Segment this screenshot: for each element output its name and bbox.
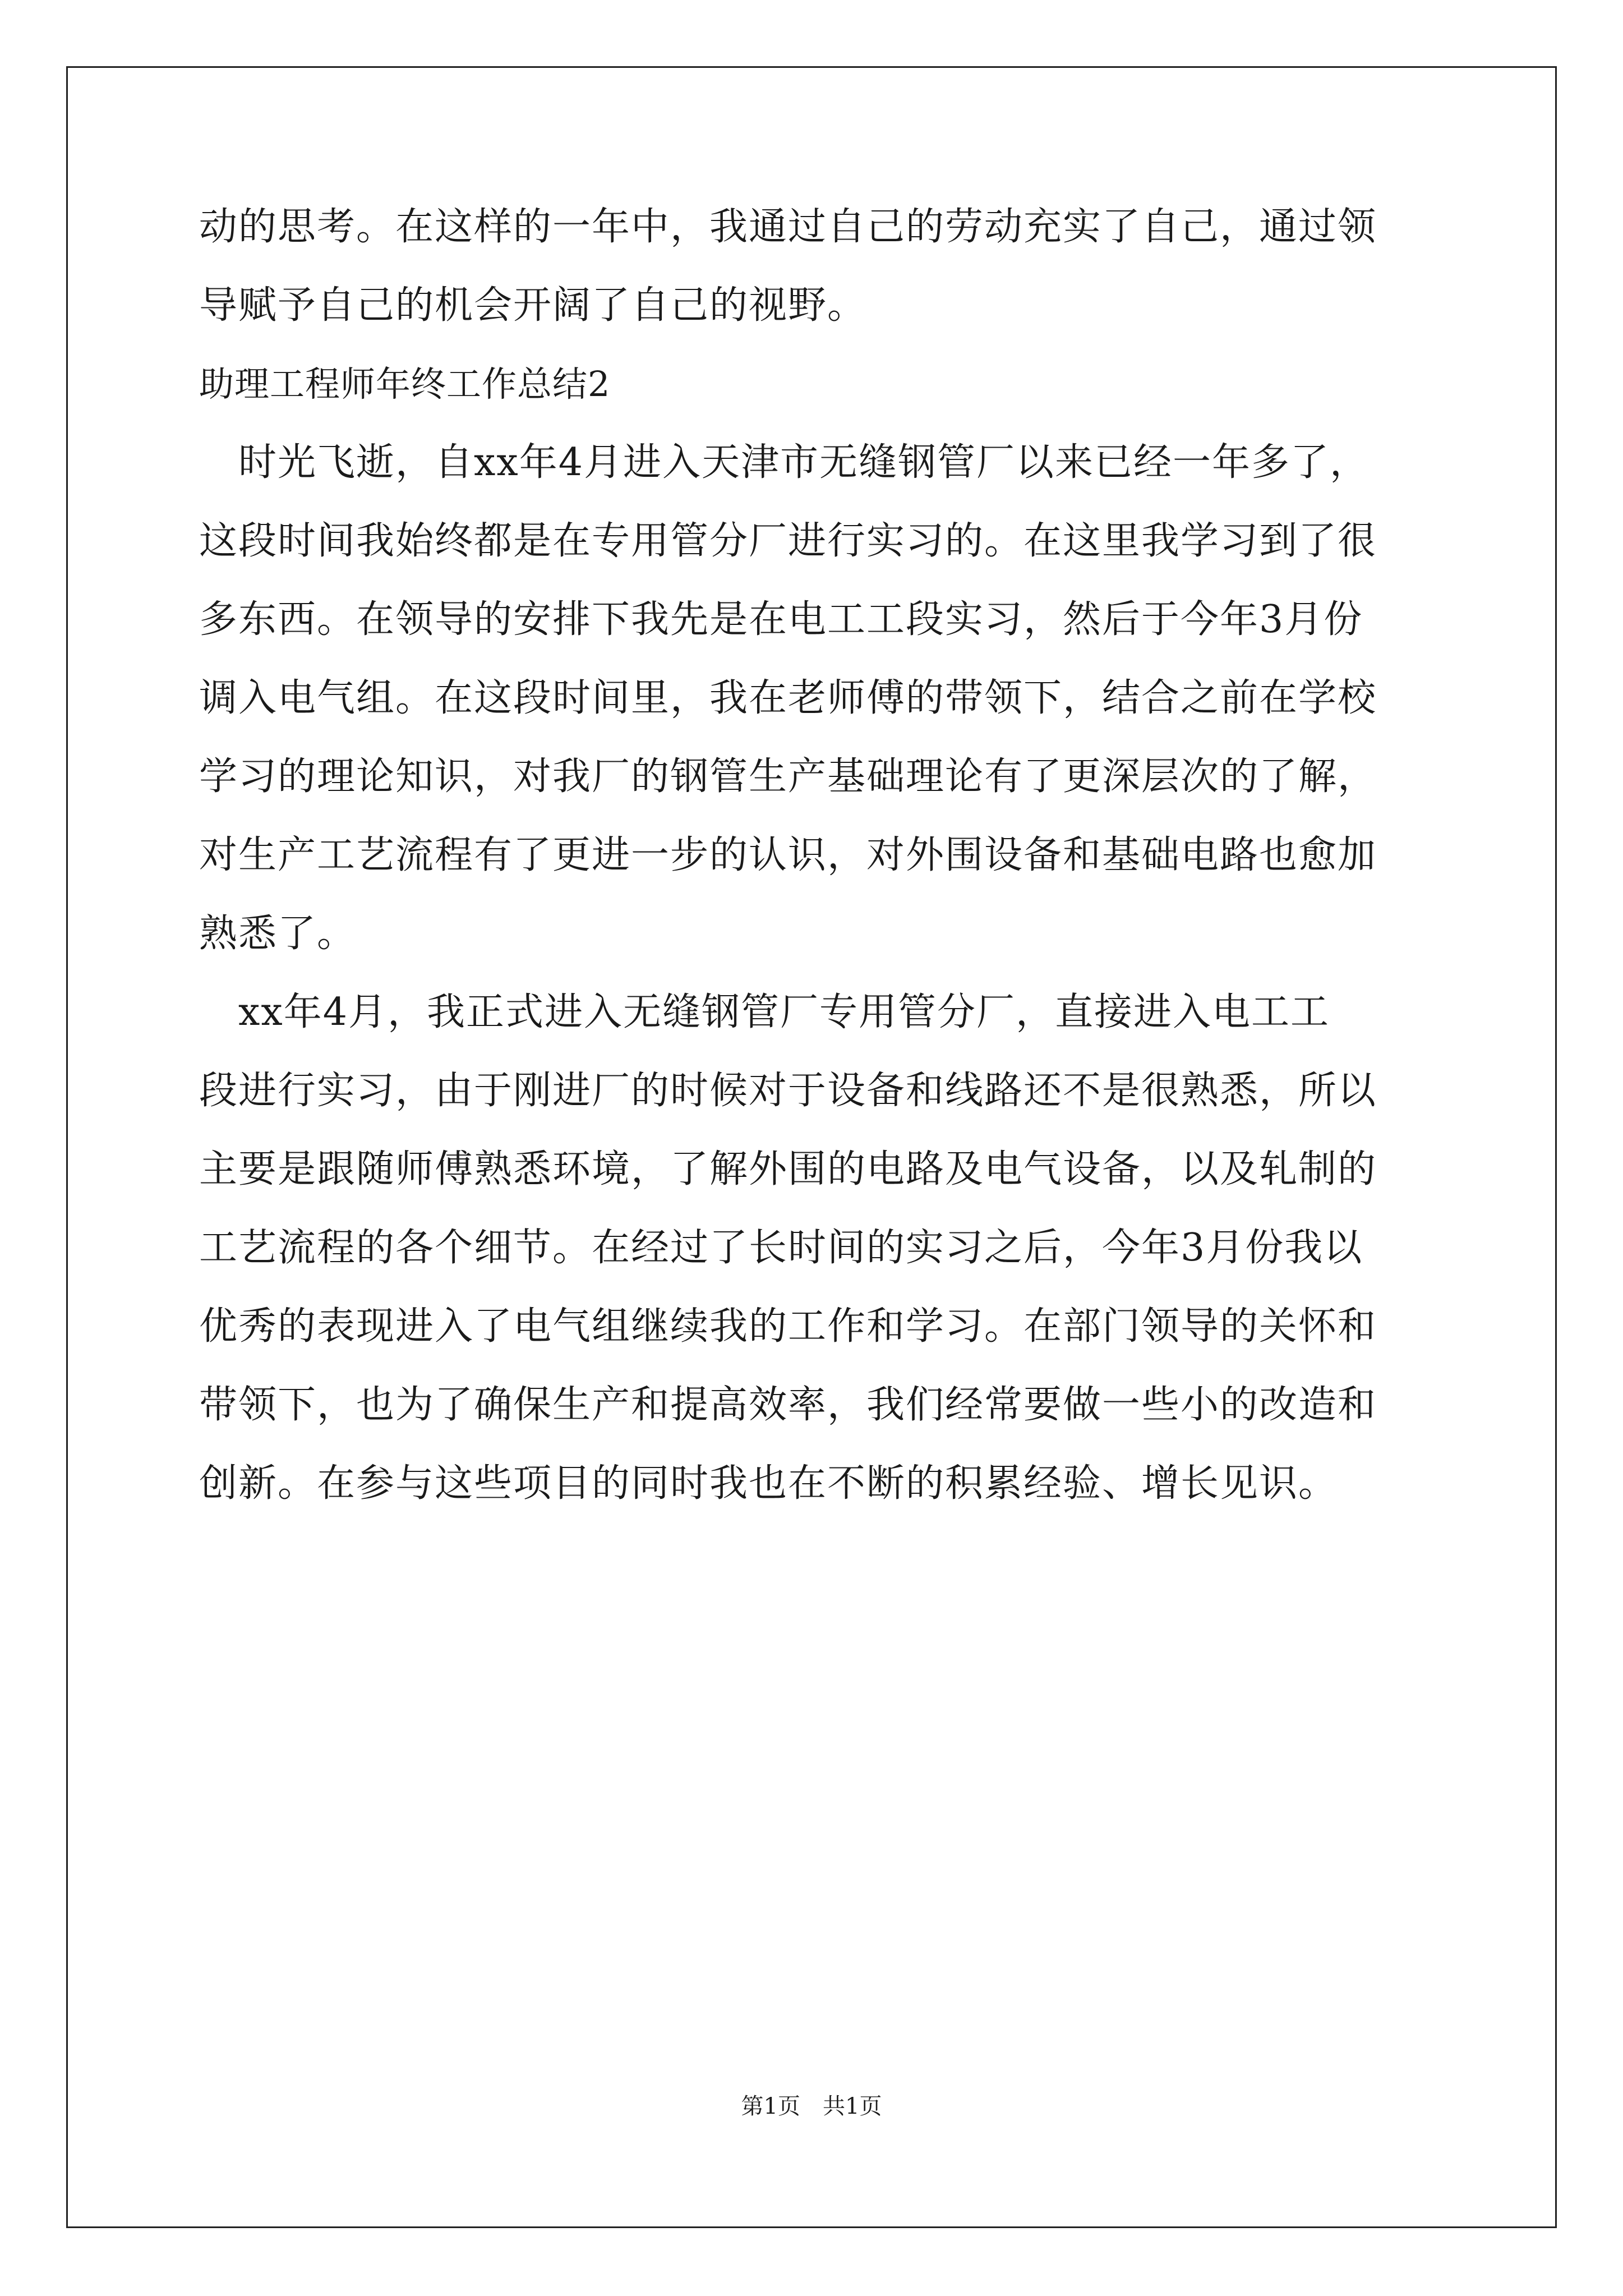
- text-line: 多东西。在领导的安排下我先是在电工工段实习，然后于今年3月份: [199, 597, 1363, 642]
- text-line: 调入电气组。在这段时间里，我在老师傅的带领下，结合之前在学校: [199, 676, 1377, 720]
- text-line: 动的思考。在这样的一年中，我通过自己的劳动充实了自己，通过领: [199, 205, 1377, 249]
- text-line: 这段时间我始终都是在专用管分厂进行实习的。在这里我学习到了很: [199, 519, 1377, 563]
- page-number: 第1页 共1页: [741, 2093, 882, 2119]
- text-line: 创新。在参与这些项目的同时我也在不断的积累经验、增长见识。: [199, 1461, 1338, 1506]
- text-line: 带领下，也为了确保生产和提高效率，我们经常要做一些小的改造和: [199, 1383, 1377, 1427]
- text-line: 导赋予自己的机会开阔了自己的视野。: [199, 283, 867, 328]
- text-line: 对生产工艺流程有了更进一步的认识，对外围设备和基础电路也愈加: [199, 833, 1377, 877]
- text-line: xx年4月，我正式进入无缝钢管厂专用管分厂，直接进入电工工: [199, 990, 1330, 1034]
- section-heading: 助理工程师年终工作总结2: [199, 364, 611, 404]
- text-line: 时光飞逝，自xx年4月进入天津市无缝钢管厂以来已经一年多了，: [199, 440, 1369, 485]
- text-line: 熟悉了。: [199, 912, 357, 956]
- text-line: 工艺流程的各个细节。在经过了长时间的实习之后，今年3月份我以: [199, 1226, 1363, 1270]
- text-line: 学习的理论知识，对我厂的钢管生产基础理论有了更深层次的了解，: [199, 754, 1377, 799]
- text-line: 主要是跟随师傅熟悉环境，了解外围的电路及电气设备，以及轧制的: [199, 1147, 1377, 1191]
- text-line: 段进行实习，由于刚进厂的时候对于设备和线路还不是很熟悉，所以: [199, 1069, 1377, 1113]
- text-line: 优秀的表现进入了电气组继续我的工作和学习。在部门领导的关怀和: [199, 1304, 1377, 1349]
